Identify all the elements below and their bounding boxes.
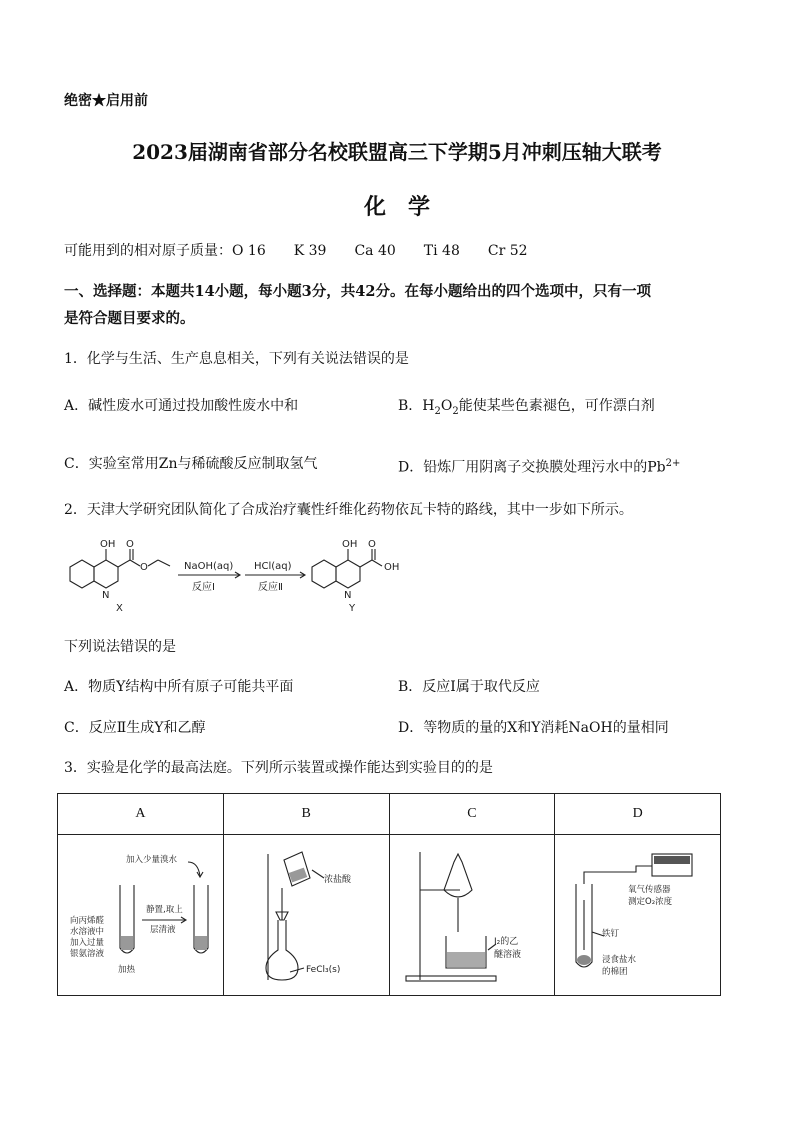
y-benzene-ring (312, 560, 336, 588)
experiment-table (57, 793, 721, 996)
y-oh-label: OH (342, 539, 358, 550)
d-nail-label: 铁钉 (601, 929, 619, 939)
secret-label: 绝密★启用前 (64, 93, 148, 109)
q1-d-text: D．铅炼厂用阴离子交换膜处理污水中的Pb (398, 459, 666, 476)
a-left-1: 向丙烯醛 (70, 916, 105, 926)
q1-d-sup: 2+ (665, 458, 681, 469)
y-cooh-oh-label: OH (384, 562, 400, 573)
x-o2-label: O (140, 562, 148, 573)
x-ester-bond (118, 560, 130, 567)
q2-stem: 2．天津大学研究团队简化了合成治疗囊性纤维化药物依瓦卡特的路线，其中一步如下所示。 (64, 502, 633, 518)
q1-option-b (398, 397, 655, 421)
cotton-ball (577, 955, 591, 965)
y-acid-bond (360, 560, 372, 567)
sensor-display (654, 856, 690, 864)
a-arrow-2: 层清液 (150, 925, 176, 935)
q1-b-h: H (422, 398, 435, 414)
x-ethyl-bond2 (158, 560, 170, 566)
q2-option-d: D．等物质的量的X和Y消耗NaOH的量相同 (398, 720, 669, 736)
y-n-label: N (344, 590, 352, 601)
d-cotton-2: 的棉团 (601, 967, 628, 977)
reagent-naoh: NaOH(aq) (184, 561, 234, 572)
q2-option-c: C．反应Ⅱ生成Y和乙醇 (64, 720, 206, 736)
q1-stem: 1．化学与生活、生产息息相关，下列有关说法错误的是 (64, 351, 409, 367)
apparatus-d (556, 840, 720, 990)
y-pyridine-ring (336, 560, 360, 588)
q2-option-b: B．反应Ⅰ属于取代反应 (398, 679, 540, 695)
d-cotton-1: 浸食盐水 (601, 955, 636, 965)
acid-pointer (312, 870, 324, 878)
col-header-a: A (58, 794, 224, 835)
col-header-c: C (389, 794, 555, 835)
section1-line1: 一、选择题：本题共14小题，每小题3分，共42分。在每小题给出的四个选项中，只有一项 (64, 283, 651, 300)
apparatus-b (224, 840, 388, 990)
beaker (284, 852, 310, 886)
col-header-b: B (223, 794, 389, 835)
x-label: X (116, 603, 123, 614)
a-top-label: 加入少量溴水 (126, 855, 178, 865)
exam-title: 2023届湖南省部分名校联盟高三下学期5月冲刺压轴大联考 (132, 140, 662, 164)
q1-option-c: C．实验室常用Zn与稀硫酸反应制取氢气 (64, 456, 318, 472)
b-acid-label: 浓盐酸 (324, 875, 352, 885)
x-pyridine-ring (94, 560, 118, 588)
reaction-label-2: 反应Ⅱ (258, 582, 283, 593)
x-oh-label: OH (100, 539, 116, 550)
cell-c (389, 835, 555, 996)
x-ester-o-bond (130, 560, 140, 566)
b-solid-label: FeCl₃(s) (306, 965, 341, 975)
a-left-2: 水溶液中 (70, 927, 105, 937)
q3-stem: 3．实验是化学的最高法庭。下列所示装置或操作能达到实验目的的是 (64, 760, 493, 776)
x-n-label: N (102, 590, 110, 601)
q1-b-sub1: 2 (434, 405, 441, 417)
q1-b-o: O (440, 398, 453, 414)
c-sol-label-1: I₂的乙 (493, 937, 519, 947)
a-bottom: 加热 (118, 965, 136, 975)
a-left-4: 银氨溶液 (70, 949, 105, 959)
section1-line2: 是符合题目要求的。 (64, 310, 195, 327)
q1-b-prefix: B． (398, 398, 423, 414)
solution-2 (195, 936, 207, 950)
d-sensor-2: 测定O₂浓度 (627, 897, 672, 907)
q2-option-a: A．物质Y结构中所有原子可能共平面 (64, 679, 294, 695)
solution-1 (121, 936, 133, 950)
table-header-row (58, 794, 721, 835)
x-ethyl-bond1 (148, 560, 158, 566)
a-arrow-1: 静置,取上 (146, 905, 184, 915)
subject-title: 化 学 (363, 194, 430, 220)
x-o-label: O (126, 539, 134, 550)
y-acid-oh-bond (372, 560, 382, 566)
cell-b (223, 835, 389, 996)
cell-a (58, 835, 224, 996)
c-sol-label-2: 醚溶液 (493, 950, 521, 960)
x-benzene-ring (70, 560, 94, 588)
col-header-d: D (555, 794, 721, 835)
reagent-hcl: HCl(aq) (254, 561, 292, 572)
d-delivery-tube (584, 866, 652, 884)
q2-prompt: 下列说法错误的是 (64, 639, 176, 655)
apparatus-c (390, 840, 554, 990)
reaction-label-1: 反应Ⅰ (192, 582, 215, 593)
solid-pointer (290, 968, 304, 972)
apparatus-a (58, 840, 222, 990)
d-sensor-1: 氧气传感器 (627, 885, 671, 895)
cell-d (555, 835, 721, 996)
y-label: Y (349, 603, 356, 614)
q1-option-d (398, 455, 680, 477)
table-body-row (58, 835, 721, 996)
q1-b-sub2: 2 (452, 405, 459, 417)
y-o-label: O (368, 539, 376, 550)
c-solution (447, 952, 485, 967)
q1-option-a: A．碱性废水可通过投加酸性废水中和 (64, 398, 299, 414)
reaction-scheme (60, 535, 420, 615)
atomic-masses: 可能用到的相对原子质量：O 16 K 39 Ca 40 Ti 48 Cr 52 (64, 243, 528, 259)
a-left-3: 加入过量 (70, 938, 105, 948)
q1-b-suffix: 能使某些色素褪色，可作漂白剂 (458, 398, 655, 414)
